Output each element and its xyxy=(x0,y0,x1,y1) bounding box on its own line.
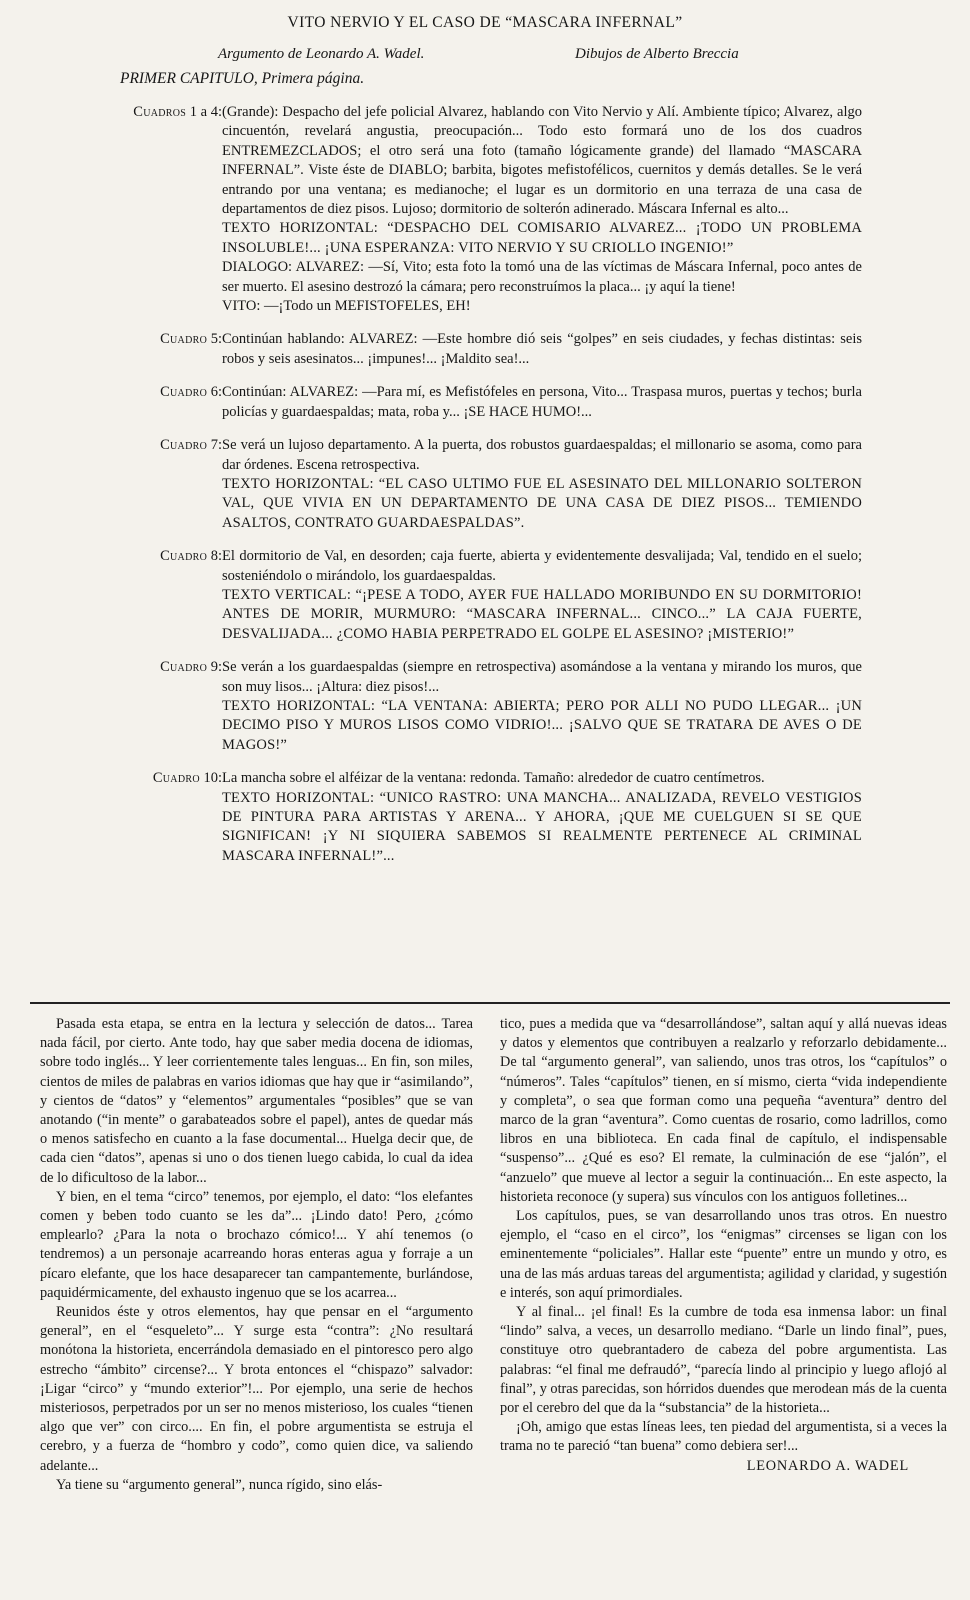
cue-label-number: 6: xyxy=(210,384,222,401)
cue-text: Se verá un lujoso departamento. A la puerta, dos robustos guardaespaldas; el millonario se asoma, como para dar órdenes. Escena retrospectiva. xyxy=(222,437,862,473)
cue-label-number: 7: xyxy=(210,437,222,454)
cue-label-number: 8: xyxy=(210,548,222,565)
panel-cue-7 xyxy=(0,436,970,533)
cue-label xyxy=(160,330,222,349)
article-paragraph: ¡Oh, amigo que estas líneas lees, ten piedad del argumentista, si a veces la trama no te pareció “tan buena” como debiera ser!... xyxy=(500,1419,947,1455)
article-paragraph: Pasada esta etapa, se entra en la lectura y selección de datos... Tarea nada fácil, por cierto. Ante todo, hay que saber media docena de idiomas, sobre todo inglés... Y leer corrientemente tales lenguas... En fin, son miles, cientos de miles de palabras en varios idiomas que hay que ir “asimilando”, y cientos de “datos” y “elementos” argumentales “posibles” que se van anotando (“in mente” o garabateados sobre el papel), antes de quedar más o menos satisfecho en cuanto a la fase documental... Huelga decir que, de cada cien “datos”, apenas si uno o dos tienen luego cabida, lo cual da idea de lo dificultoso de la labor... xyxy=(40,1016,473,1186)
panel-cue-10 xyxy=(0,769,970,866)
cue-label xyxy=(160,547,222,566)
cue-text: TEXTO HORIZONTAL: “UNICO RASTRO: UNA MANCHA... ANALIZADA, REVELO VESTIGIOS DE PINTURA PARA ARTISTAS Y ARENA... Y AHORA, ¡QUE ME CUELGUEN SI SE QUE SIGNIFICAN! ¡Y NI SIQUIERA SABEMOS SI REALMENTE PERTENECE AL CRIMINAL MASCARA INFERNAL!”... xyxy=(222,789,862,864)
article-column-left xyxy=(40,1015,473,1495)
cue-text: El dormitorio de Val, en desorden; caja fuerte, abierta y evidentemente desvalijada; Val, tendido en el suelo; sosteniéndolo o mirándolo, los guardaespaldas. xyxy=(222,548,862,584)
cue-text: La mancha sobre el alféizar de la ventana: redonda. Tamaño: alrededor de cuatro centímetros. xyxy=(222,770,765,787)
cue-text: TEXTO HORIZONTAL: “DESPACHO DEL COMISARIO ALVAREZ... ¡TODO UN PROBLEMA INSOLUBLE!... ¡UNA ESPERANZA: VITO NERVIO Y SU CRIOLLO INGENIO!” xyxy=(222,220,862,256)
cue-body xyxy=(222,330,862,369)
cue-label xyxy=(160,436,222,455)
cue-text: DIALOGO: ALVAREZ: —Sí, Vito; esta foto la tomó una de las víctimas de Máscara Infernal, poco antes de ser muerto. El asesino destrozó la cámara; pero reconstruímos la placa... ¡y aquí la tiene! xyxy=(222,259,862,295)
cue-text: VITO: —¡Todo un MEFISTOFELES, EH! xyxy=(222,298,471,315)
cue-body xyxy=(222,547,862,644)
article-column-right xyxy=(500,1015,947,1476)
cue-body xyxy=(222,103,862,316)
article-paragraph: Ya tiene su “argumento general”, nunca rígido, sino elás- xyxy=(56,1476,383,1493)
cue-label-number: 10: xyxy=(203,770,222,787)
panel-cue-9 xyxy=(0,658,970,755)
cue-body xyxy=(222,383,862,422)
section-divider xyxy=(30,1002,950,1004)
cue-body xyxy=(222,658,862,755)
author-signature: LEONARDO A. WADEL xyxy=(746,1457,909,1474)
cue-label xyxy=(160,658,222,677)
cue-label-number: 5: xyxy=(210,331,222,348)
script-section xyxy=(0,103,970,866)
article-paragraph: Los capítulos, pues, se van desarrollando unos tras otros. En nuestro ejemplo, el “caso en el circo”, los “enigmas” circenses se ligan con los eminentemente “policiales”. Hallar este “puente” entre un mundo y otro, es una de las más arduas tareas del argumentista; agilidad y claridad, y sugestión e interés, son aquí primordiales. xyxy=(500,1208,947,1301)
panel-cue-8 xyxy=(0,547,970,644)
panel-cue-5 xyxy=(0,330,970,369)
cue-label-word: Cuadro xyxy=(160,331,208,348)
cue-label-number: 9: xyxy=(210,659,222,676)
article-paragraph: tico, pues a medida que va “desarrollándose”, saltan aquí y allá nuevas ideas y datos y elementos que contribuyen a realzarlo y reforzarlo debidamente... De tal “argumento general”, van saliendo, unos tras otros, los “capítulos” o “números”. Tales “capítulos” tienen, en sí mismo, cierta “vida independiente y completa”, o sea que forman como una pequeña “aventura” dentro del marco de la gran “aventura”. Como cuentas de rosario, como ladrillos, como libros en una biblioteca. En cada final de capítulo, el indispensable “suspenso”... ¿Qué es eso? El remate, la culminación de ese “jalón”, el “anzuelo” que mueve al lector a seguir la continuación... En este aspecto, la historieta reconoce (y supera) sus vínculos con los antiguos folletines... xyxy=(500,1016,947,1205)
panel-cue-1-4 xyxy=(0,103,970,316)
cue-body xyxy=(222,769,862,866)
cue-label xyxy=(153,769,222,788)
cue-text: (Grande): Despacho del jefe policial Alvarez, hablando con Vito Nervio y Alí. Ambiente típico; Alvarez, algo cincuentón, revelará angustia, preocupación... Todo esto formará uno de los dos cuadros ENTREMEZCLADOS; el otro será una foto (tamaño lógicamente grande) del llamado “MASCARA INFERNAL”. Viste éste de DIABLO; barbita, bigotes mefistofélicos, cuernitos y demás detalles. Se le verá entrando por una ventana; es medianoche; el lugar es un dormitorio en una terraza de una casa de departamentos de diez pisos. Lujoso; dormitorio de solterón adinerado. Máscara Infernal es alto... xyxy=(222,104,862,218)
cue-text: Continúan: ALVAREZ: —Para mí, es Mefistófeles en persona, Vito... Traspasa muros, puertas y techos; burla policías y guardaespaldas; mata, roba y... ¡SE HACE HUMO!... xyxy=(222,384,862,420)
article-paragraph: Y al final... ¡el final! Es la cumbre de toda esa inmensa labor: un final “lindo” salva, a veces, un desarrollo mediano. “Darle un lindo final”, pues, constituye otro quebrantadero de cabeza del pobre argumentista. Las palabras: “el final me defraudó”, “parecía lindo al principio y luego aflojó al final”, y otras parecidas, son hórridos duendes que merodean más de la cuenta por el cerebro del que da la “substancia” de la historieta... xyxy=(500,1304,948,1417)
chapter-heading: PRIMER CAPITULO, Primera página. xyxy=(120,70,365,87)
script-title: VITO NERVIO Y EL CASO DE “MASCARA INFERNAL” xyxy=(287,14,683,31)
cue-label xyxy=(133,103,222,122)
cue-label-word: Cuadro xyxy=(152,770,200,787)
cue-label-word: Cuadro xyxy=(160,659,208,676)
cue-body xyxy=(222,436,862,533)
cue-label xyxy=(160,383,222,402)
cue-text: TEXTO HORIZONTAL: “EL CASO ULTIMO FUE EL ASESINATO DEL MILLONARIO SOLTERON VAL, QUE VIVIA EN UN DEPARTAMENTO DE UNA CASA DE DIEZ PISOS... TEMIENDO ASALTOS, CONTRATO GUARDAESPALDAS”. xyxy=(222,475,862,531)
cue-label-word: Cuadro xyxy=(160,437,208,454)
cue-text: Continúan hablando: ALVAREZ: —Este hombre dió seis “golpes” en seis ciudades, y fechas distintas: seis robos y seis asesinatos... ¡impunes!... ¡Maldito sea!... xyxy=(222,331,862,367)
argument-credit: Argumento de Leonardo A. Wadel. xyxy=(218,46,425,62)
cue-label-number: 1 a 4: xyxy=(189,104,222,120)
article-paragraph: Reunidos éste y otros elementos, hay que pensar en el “argumento general”, en el “esqueleto”... Y surge esta “contra”: ¿No resultará monótona la historieta, encerrándola demasiado en el pintoresco pero algo estrecho “ámbito” circense?... Y brota entonces el “chispazo” salvador: ¡Ligar “circo” y “mundo exterior”!... Por ejemplo, una serie de hechos misteriosos, perpetrados por un ser no menos misterioso, los cuales “tienen algo que ver” con circo.... En fin, el pobre argumentista se estruja el cerebro, y a fuerza de “hombro y codo”, como quien dice, va saliendo adelante... xyxy=(40,1304,473,1474)
cue-text: TEXTO VERTICAL: “¡PESE A TODO, AYER FUE HALLADO MORIBUNDO EN SU DORMITORIO! ANTES DE MORIR, MURMURO: “MASCARA INFERNAL... CINCO...” LA CAJA FUERTE, DESVALIJADA... ¿COMO HABIA PERPETRADO EL GOLPE EL ASESINO? ¡MISTERIO!” xyxy=(222,586,862,642)
cue-label-word: Cuadro xyxy=(160,548,208,565)
panel-cue-6 xyxy=(0,383,970,422)
article-paragraph: Y bien, en el tema “circo” tenemos, por ejemplo, el dato: “los elefantes comen y beben todo cuanto se les da”... ¡Lindo dato! Pero, ¿cómo emplearlo? ¿Para la nota o brochazo cómico!... Y ahí tenemos (o tendremos) a un personaje acarreando horas enteras agua y forraje a un pícaro elefante, que los hace desaparecer tan campantemente, burlándose, paquidérmicamente, del exhausto ingenuo que se los acarrea... xyxy=(40,1188,473,1301)
cue-text: Se verán a los guardaespaldas (siempre en retrospectiva) asomándose a la ventana y mirando los muros, que son muy lisos... ¡Altura: diez pisos!... xyxy=(222,659,862,695)
cue-text: TEXTO HORIZONTAL: “LA VENTANA: ABIERTA; PERO POR ALLI NO PUDO LLEGAR... ¡UN DECIMO PISO Y MUROS LISOS COMO VIDRIO!... ¡SALVO QUE SE TRATARA DE AVES O DE MAGOS!” xyxy=(222,697,862,753)
drawing-credit: Dibujos de Alberto Breccia xyxy=(575,46,739,62)
cue-label-word: Cuadro xyxy=(160,384,208,401)
cue-label-word: Cuadros xyxy=(133,104,187,120)
